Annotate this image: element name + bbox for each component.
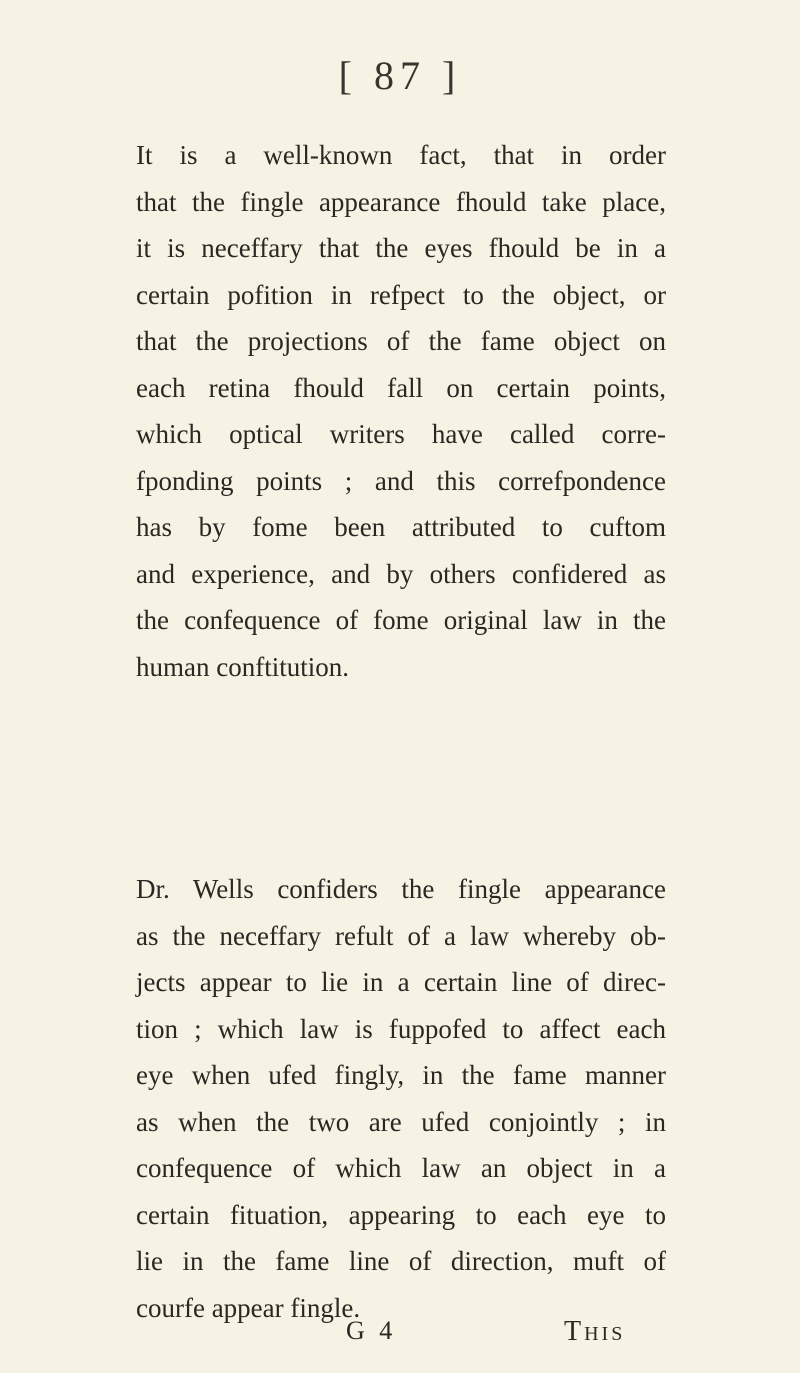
catchword: This (564, 1316, 626, 1347)
paragraph-line: as when the two are ufed conjointly ; in (136, 1106, 666, 1137)
paragraph-line: has by fome been attributed to cuftom (136, 512, 666, 542)
paragraph-line: each retina fhould fall on certain points, (136, 372, 666, 403)
paragraph-line: lie in the fame line of direction, muft of (136, 1246, 666, 1276)
paragraph-line: tion ; which law is fuppofed to affect each (136, 1013, 666, 1044)
paragraph-line: confequence of which law an object in a (136, 1153, 666, 1183)
signature-mark: G 4 (346, 1316, 397, 1345)
paragraph-line: jects appear to lie in a certain line of direc- (136, 967, 666, 997)
paragraph-1 (136, 132, 666, 690)
paragraph-line: courfe appear fingle. (136, 1292, 361, 1323)
page-number: [ 87 ] (338, 53, 462, 98)
paragraph-line: and experience, and by others confidered as (136, 558, 666, 589)
paragraph-line: It is a well-known fact, that in order (136, 140, 666, 170)
paragraph-line: which optical writers have called corre- (136, 419, 666, 449)
paragraph-line: human conftitution. (136, 651, 349, 682)
paragraph-line: fponding points ; and this correfpondence (136, 465, 666, 496)
page-footer (0, 1316, 800, 1356)
paragraph-line: that the projections of the fame object on (136, 326, 666, 356)
paragraph-line: it is neceffary that the eyes fhould be in a (136, 233, 666, 263)
paragraph-2 (136, 866, 666, 1331)
paragraph-line: certain pofition in refpect to the object, or (136, 279, 666, 310)
paragraph-line: certain fituation, appearing to each eye to (136, 1199, 666, 1230)
paragraph-line: the confequence of fome original law in the (136, 605, 666, 635)
paragraph-line: as the neceffary refult of a law whereby ob- (136, 920, 666, 951)
paragraph-line: eye when ufed fingly, in the fame manner (136, 1060, 666, 1090)
paragraph-line: Dr. Wells confiders the fingle appearance (136, 874, 666, 904)
paragraph-line: that the fingle appearance fhould take place, (136, 186, 666, 217)
